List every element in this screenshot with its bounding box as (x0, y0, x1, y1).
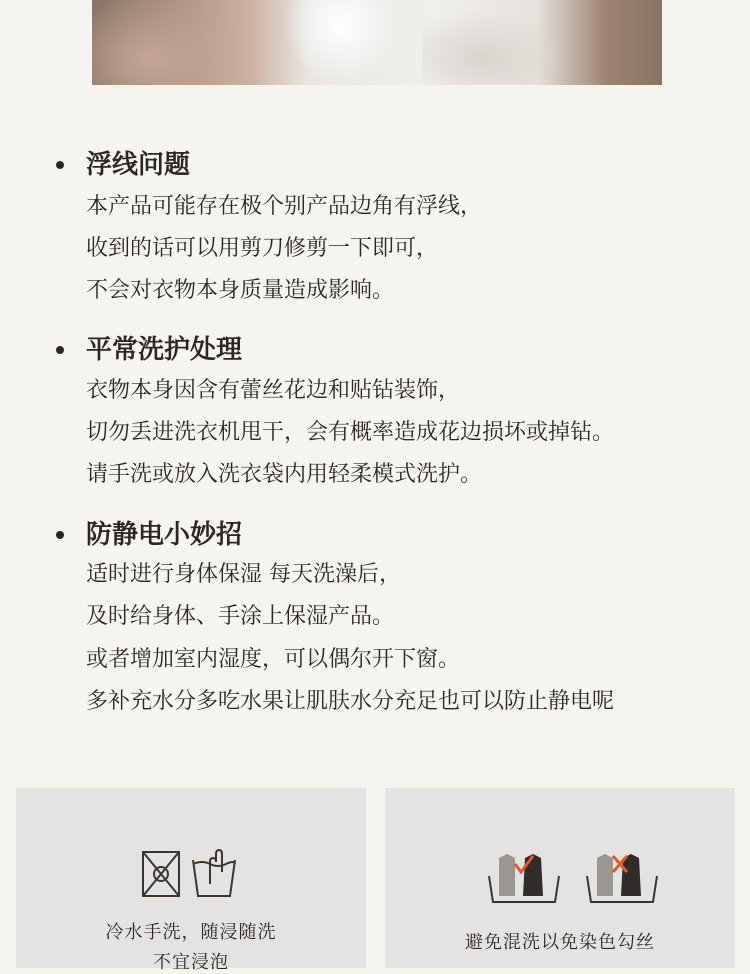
card-text-line2: 不宜浸泡 (153, 952, 229, 973)
section-line: 衣物本身因含有蕾丝花边和贴钻装饰， (86, 378, 461, 403)
section-line: 本产品可能存在极个别产品边角有浮线， (86, 194, 483, 219)
photo-hand (92, 0, 242, 85)
care-card-separate-wash (385, 788, 735, 968)
bullet-dot (56, 161, 64, 169)
section-line: 适时进行身体保湿 每天洗澡后， (86, 562, 401, 587)
photo-fabric-highlight (282, 0, 402, 85)
section-line: 切勿丢进洗衣机甩干，会有概率造成花边损坏或掉钻。 (86, 420, 615, 445)
photo-fabric-shadow (422, 10, 572, 85)
section-title: 平常洗护处理 (86, 335, 243, 365)
section-line: 收到的话可以用剪刀修剪一下即可， (86, 236, 439, 261)
section-line: 请手洗或放入洗衣袋内用轻柔模式洗护。 (86, 462, 483, 487)
card-text-line1: 冷水手洗，随浸随洗 (105, 922, 277, 943)
bullet-dot (56, 346, 64, 354)
card-text-line1: 避免混洗以免染色勾丝 (465, 932, 655, 953)
section-line: 或者增加室内湿度，可以偶尔开下窗。 (86, 647, 461, 672)
hand-wash-icon (190, 840, 238, 900)
section-line: 及时给身体、手涂上保湿产品。 (86, 604, 395, 629)
care-card-hand-wash (16, 788, 366, 973)
section-line: 多补充水分多吃水果让肌肤水分充足也可以防止静电呢 (86, 689, 615, 714)
no-tumble-dry-icon (140, 846, 184, 900)
bullet-dot (56, 531, 64, 539)
clothes-mix-ok-icon (485, 846, 563, 906)
clothes-mix-no-icon (583, 846, 661, 906)
product-photo (92, 0, 662, 85)
section-title: 浮线问题 (86, 150, 191, 180)
section-title: 防静电小妙招 (86, 520, 243, 550)
section-line: 不会对衣物本身质量造成影响。 (86, 278, 395, 303)
